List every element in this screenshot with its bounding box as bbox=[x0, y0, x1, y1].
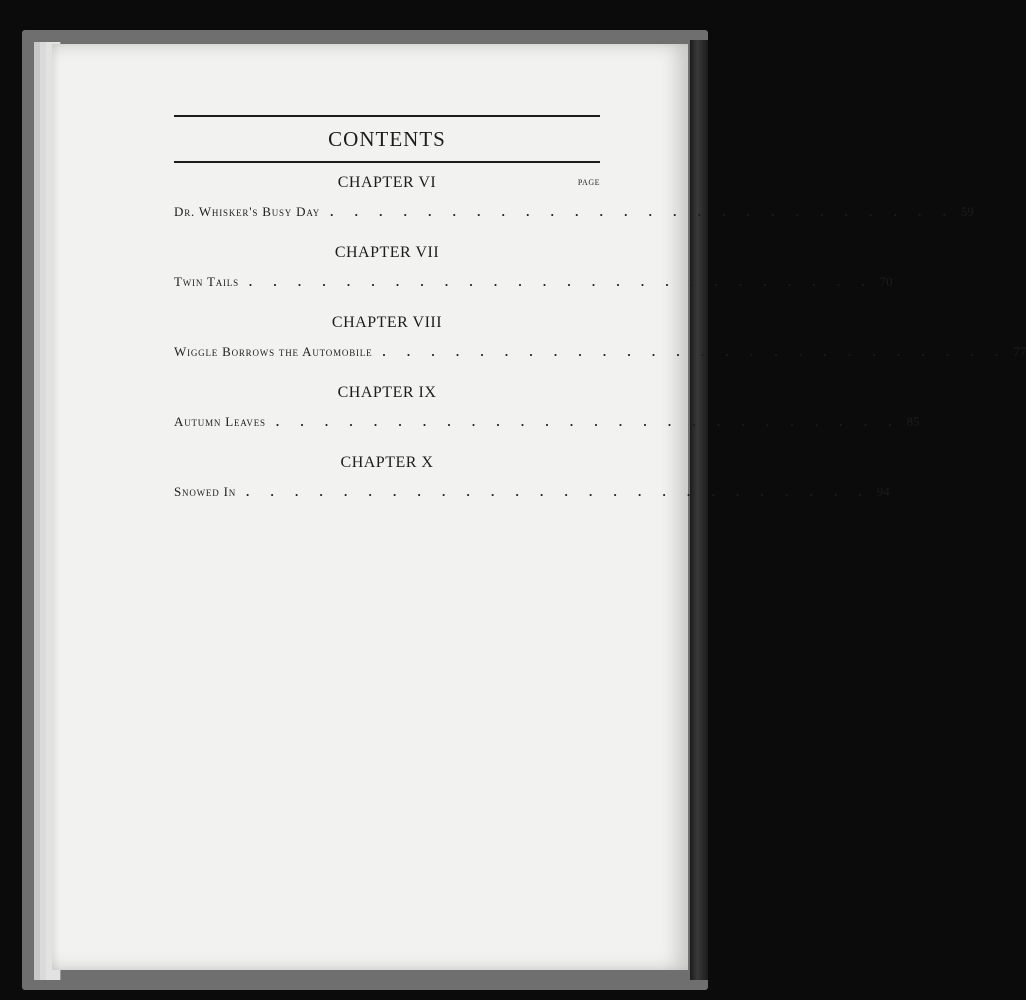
dot-leader: . . . . . . . . . . . . . . . . . . . . . . . . . . bbox=[248, 274, 874, 289]
page-number: 94 bbox=[876, 484, 890, 499]
chapter-title: Autumn Leaves bbox=[174, 414, 266, 429]
chapter-title: Dr. Whisker's Busy Day bbox=[174, 204, 321, 219]
chapter-number: CHAPTER VIII bbox=[331, 314, 443, 331]
chapter-number: CHAPTER VI bbox=[337, 174, 437, 191]
page-number: 77 bbox=[1013, 344, 1026, 359]
page-number: 59 bbox=[960, 204, 974, 219]
page-column-label: PAGE bbox=[577, 178, 600, 187]
page-sheet bbox=[52, 44, 1026, 970]
toc-entry bbox=[174, 483, 890, 501]
dot-leader: . . . . . . . . . . . . . . . . . . . . . . . . . . bbox=[330, 204, 955, 219]
toc-entry bbox=[174, 343, 1026, 361]
chapter-title: Twin Tails bbox=[174, 274, 239, 289]
chapter-number: CHAPTER VII bbox=[334, 244, 440, 261]
page-number: 85 bbox=[906, 414, 920, 429]
book-spine-shadow bbox=[690, 40, 708, 980]
contents-heading: CONTENTS bbox=[328, 127, 446, 151]
toc-entry bbox=[174, 413, 920, 431]
chapter-number: CHAPTER IX bbox=[337, 384, 437, 401]
chapter-block bbox=[174, 383, 920, 431]
chapter-block bbox=[174, 313, 1026, 361]
heading-rule bbox=[174, 161, 600, 163]
chapter-number: CHAPTER X bbox=[340, 454, 434, 471]
toc-entry bbox=[174, 273, 893, 291]
page-number: 70 bbox=[879, 274, 893, 289]
chapter-block bbox=[174, 453, 890, 501]
dot-leader: . . . . . . . . . . . . . . . . . . . . . . . . . . bbox=[246, 484, 871, 499]
dot-leader: . . . . . . . . . . . . . . . . . . . . . . . . . . bbox=[382, 344, 1008, 359]
chapter-title: Wiggle Borrows the Automobile bbox=[174, 344, 373, 359]
contents-section bbox=[174, 115, 1026, 523]
chapter-block bbox=[174, 243, 893, 291]
top-rule bbox=[174, 115, 600, 117]
dot-leader: . . . . . . . . . . . . . . . . . . . . . . . . . . bbox=[275, 414, 901, 429]
chapter-block bbox=[174, 173, 974, 221]
toc-entry bbox=[174, 203, 974, 221]
chapter-title: Snowed In bbox=[174, 484, 236, 499]
